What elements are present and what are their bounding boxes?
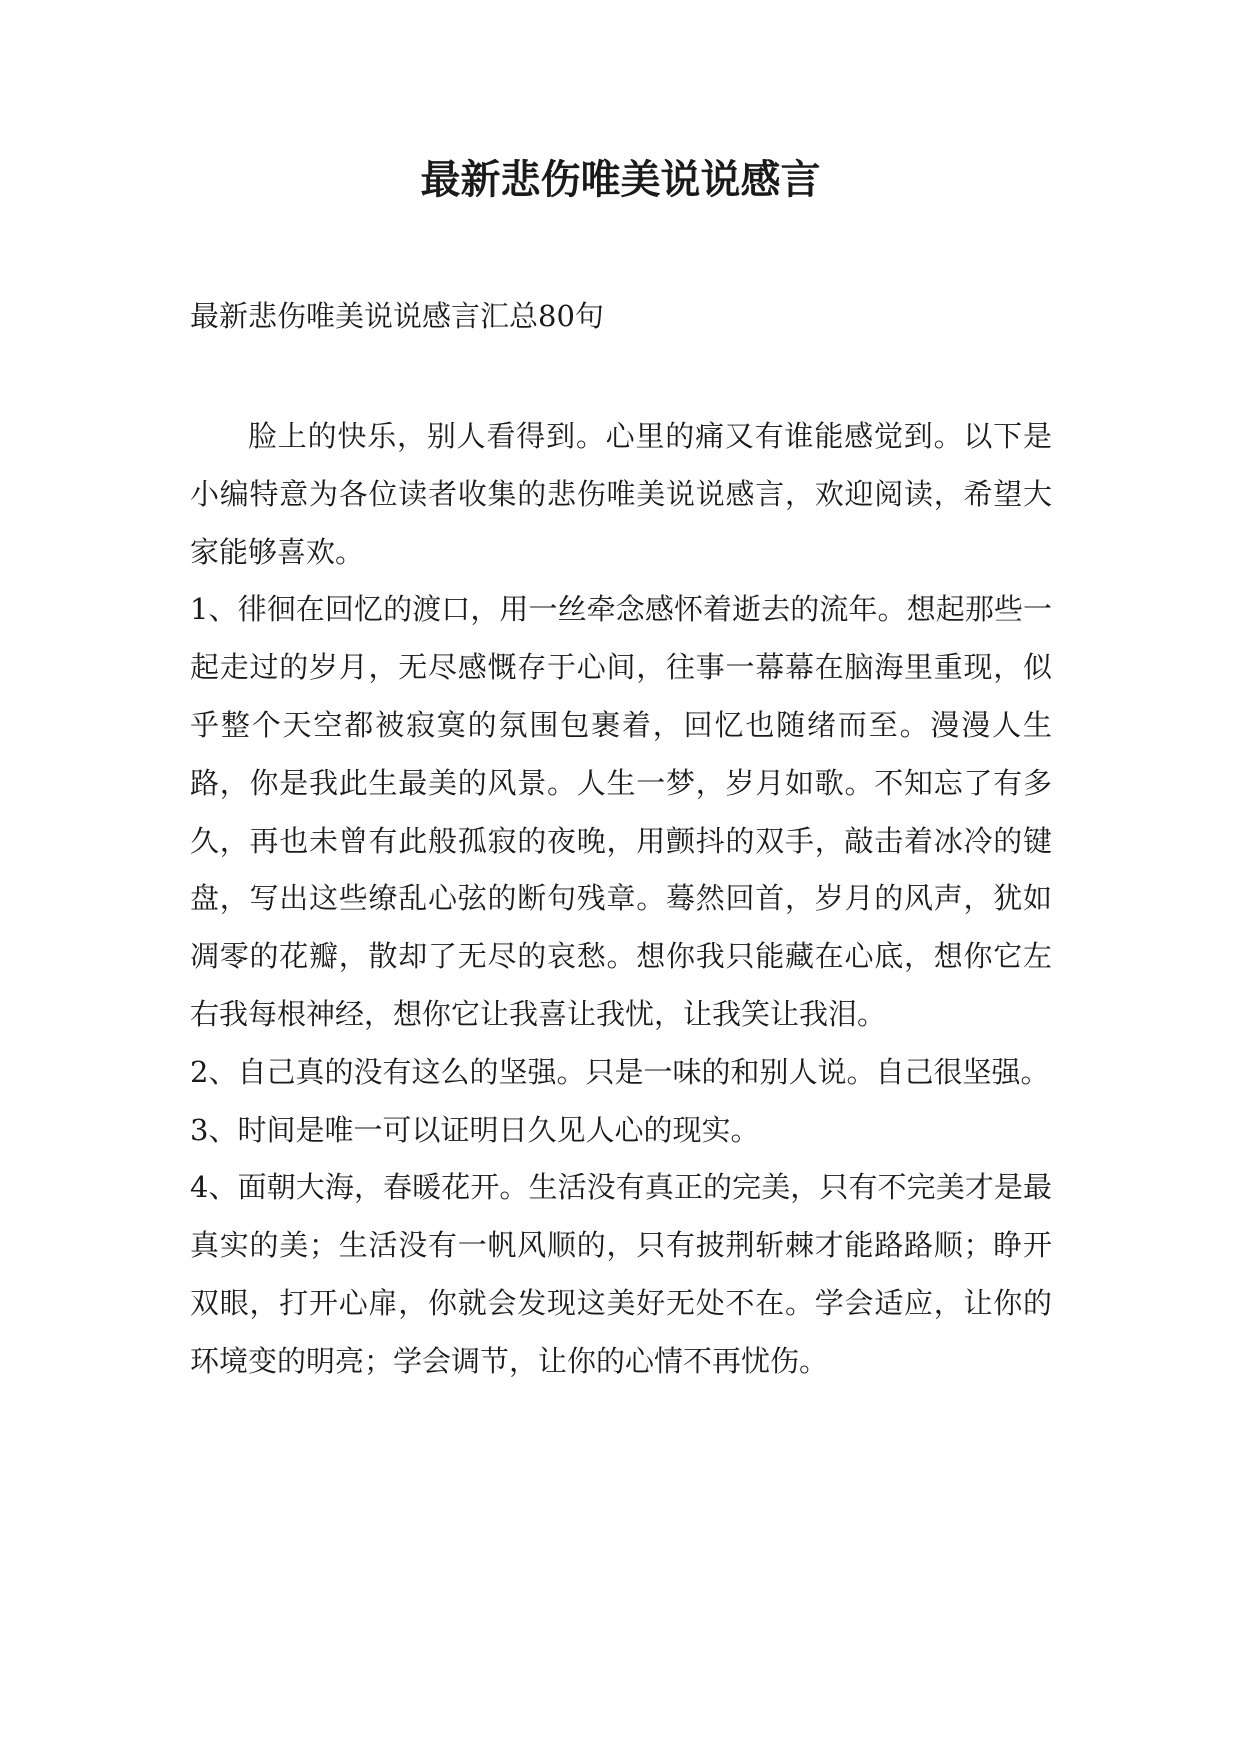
intro-paragraph: 脸上的快乐，别人看得到。心里的痛又有谁能感觉到。以下是小编特意为各位读者收集的悲伤唯美说说感言，欢迎阅读，希望大家能够喜欢。 [190,419,1052,569]
document-subtitle: 最新悲伤唯美说说感言汇总80句 [190,299,604,333]
list-item: 4、面朝大海，春暖花开。生活没有真正的完美，只有不完美才是最真实的美；生活没有一帆风顺的，只有披荆斩棘才能路路顺；睁开双眼，打开心扉，你就会发现这美好无处不在。学会适应，让你的环境变的明亮；学会调节，让你的心情不再忧伤。 [190,1170,1052,1378]
list-item: 1、徘徊在回忆的渡口，用一丝牵念感怀着逝去的流年。想起那些一起走过的岁月，无尽感慨存于心间，往事一幕幕在脑海里重现，似乎整个天空都被寂寞的氛围包裹着，回忆也随绪而至。漫漫人生路，你是我此生最美的风景。人生一梦，岁月如歌。不知忘了有多久，再也未曾有此般孤寂的夜晚，用颤抖的双手，敲击着冰冷的键盘，写出这些缭乱心弦的断句残章。蓦然回首，岁月的风声，犹如凋零的花瓣，散却了无尽的哀愁。想你我只能藏在心底，想你它左右我每根神经，想你它让我喜让我忧，让我笑让我泪。 [190,592,1052,1031]
list-item: 3、时间是唯一可以证明日久见人心的现实。 [190,1112,760,1147]
document-body [190,408,1052,1391]
document-title: 最新悲伤唯美说说感言 [420,157,821,203]
list-item: 2、自己真的没有这么的坚强。只是一味的和别人说。自己很坚强。 [190,1054,1050,1089]
